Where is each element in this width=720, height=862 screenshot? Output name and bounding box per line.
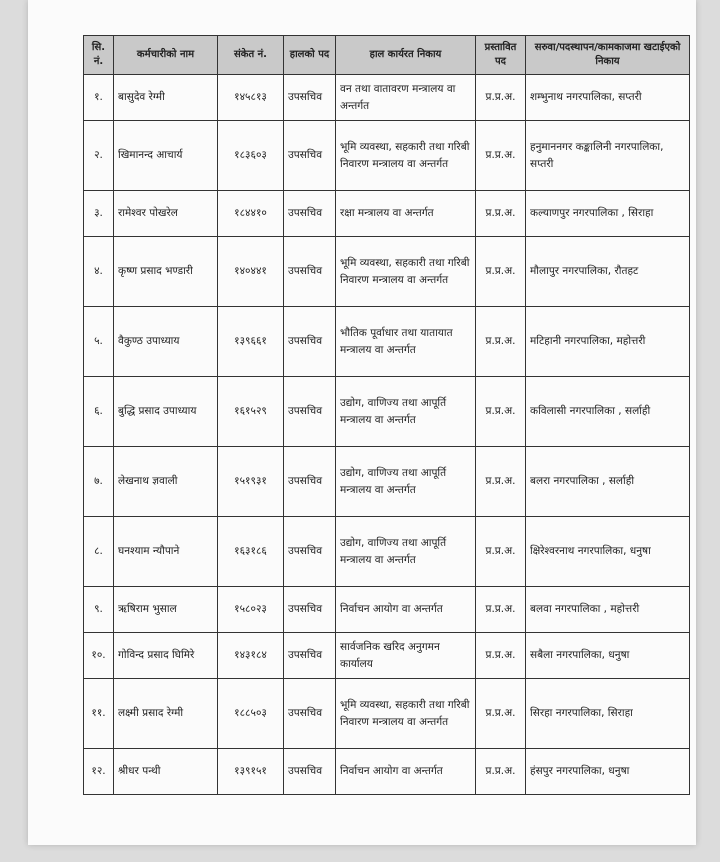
document-page	[28, 0, 696, 845]
table-row	[84, 447, 690, 517]
header-transfer: सरुवा/पदस्थापन/कामकाजमा खटाईएको निकाय	[526, 36, 690, 75]
cell-serial: ९.	[84, 587, 114, 633]
cell-office: वन तथा वातावरण मन्त्रालय वा अन्तर्गत	[336, 75, 476, 121]
cell-proposed: प्र.प्र.अ.	[476, 587, 526, 633]
cell-transfer: मौलापुर नगरपालिका, रौतहट	[526, 237, 690, 307]
cell-post: उपसचिव	[284, 749, 336, 795]
cell-post: उपसचिव	[284, 587, 336, 633]
table-row	[84, 517, 690, 587]
cell-office: उद्योग, वाणिज्य तथा आपूर्ति मन्त्रालय वा अन्तर्गत	[336, 447, 476, 517]
table-header-row	[84, 36, 690, 75]
cell-post: उपसचिव	[284, 75, 336, 121]
cell-transfer: सबैला नगरपालिका, धनुषा	[526, 633, 690, 679]
cell-serial: ११.	[84, 679, 114, 749]
cell-office: सार्वजनिक खरिद अनुगमन कार्यालय	[336, 633, 476, 679]
cell-post: उपसचिव	[284, 447, 336, 517]
cell-proposed: प्र.प्र.अ.	[476, 749, 526, 795]
cell-serial: १.	[84, 75, 114, 121]
cell-office: उद्योग, वाणिज्य तथा आपूर्ति मन्त्रालय वा अन्तर्गत	[336, 517, 476, 587]
table-row	[84, 237, 690, 307]
cell-office: उद्योग, वाणिज्य तथा आपूर्ति मन्त्रालय वा अन्तर्गत	[336, 377, 476, 447]
cell-proposed: प्र.प्र.अ.	[476, 447, 526, 517]
cell-code: १४०४४१	[218, 237, 284, 307]
cell-serial: १२.	[84, 749, 114, 795]
cell-transfer: हनुमाननगर कङ्कालिनी नगरपालिका, सप्तरी	[526, 121, 690, 191]
cell-post: उपसचिव	[284, 191, 336, 237]
cell-name: गोविन्द प्रसाद घिमिरे	[114, 633, 218, 679]
cell-transfer: मटिहानी नगरपालिका, महोत्तरी	[526, 307, 690, 377]
cell-transfer: सिरहा नगरपालिका, सिराहा	[526, 679, 690, 749]
cell-code: १५८०२३	[218, 587, 284, 633]
cell-code: १४३१८४	[218, 633, 284, 679]
cell-post: उपसचिव	[284, 679, 336, 749]
cell-code: १८८५०३	[218, 679, 284, 749]
cell-post: उपसचिव	[284, 307, 336, 377]
cell-post: उपसचिव	[284, 633, 336, 679]
cell-office: भूमि व्यवस्था, सहकारी तथा गरिबी निवारण मन्त्रालय वा अन्तर्गत	[336, 121, 476, 191]
cell-proposed: प्र.प्र.अ.	[476, 377, 526, 447]
cell-post: उपसचिव	[284, 121, 336, 191]
cell-transfer: हंसपुर नगरपालिका, धनुषा	[526, 749, 690, 795]
transfer-table	[83, 35, 690, 795]
cell-proposed: प्र.प्र.अ.	[476, 679, 526, 749]
table-row	[84, 191, 690, 237]
cell-name: लक्ष्मी प्रसाद रेग्मी	[114, 679, 218, 749]
cell-serial: ५.	[84, 307, 114, 377]
cell-office: भूमि व्यवस्था, सहकारी तथा गरिबी निवारण मन्त्रालय वा अन्तर्गत	[336, 679, 476, 749]
cell-post: उपसचिव	[284, 237, 336, 307]
table-row	[84, 679, 690, 749]
cell-serial: ३.	[84, 191, 114, 237]
header-post: हालको पद	[284, 36, 336, 75]
cell-office: निर्वाचन आयोग वा अन्तर्गत	[336, 749, 476, 795]
table-row	[84, 75, 690, 121]
cell-transfer: बलरा नगरपालिका , सर्लाही	[526, 447, 690, 517]
cell-code: १६१५२९	[218, 377, 284, 447]
cell-name: बुद्धि प्रसाद उपाध्याय	[114, 377, 218, 447]
cell-transfer: कल्याणपुर नगरपालिका , सिराहा	[526, 191, 690, 237]
cell-proposed: प्र.प्र.अ.	[476, 75, 526, 121]
table-row	[84, 587, 690, 633]
header-office: हाल कार्यरत निकाय	[336, 36, 476, 75]
cell-code: १३९१५१	[218, 749, 284, 795]
cell-proposed: प्र.प्र.अ.	[476, 633, 526, 679]
cell-serial: ७.	[84, 447, 114, 517]
cell-proposed: प्र.प्र.अ.	[476, 307, 526, 377]
cell-code: १८४४१०	[218, 191, 284, 237]
cell-transfer: शम्भुनाथ नगरपालिका, सप्तरी	[526, 75, 690, 121]
table-row	[84, 377, 690, 447]
cell-name: रामेश्वर पोखरेल	[114, 191, 218, 237]
cell-office: भौतिक पूर्वाधार तथा यातायात मन्त्रालय वा अन्तर्गत	[336, 307, 476, 377]
cell-post: उपसचिव	[284, 377, 336, 447]
cell-code: १४५८१३	[218, 75, 284, 121]
cell-office: निर्वाचन आयोग वा अन्तर्गत	[336, 587, 476, 633]
cell-serial: २.	[84, 121, 114, 191]
header-name: कर्मचारीको नाम	[114, 36, 218, 75]
cell-office: भूमि व्यवस्था, सहकारी तथा गरिबी निवारण मन्त्रालय वा अन्तर्गत	[336, 237, 476, 307]
cell-transfer: कविलासी नगरपालिका , सर्लाही	[526, 377, 690, 447]
cell-name: घनश्याम न्यौपाने	[114, 517, 218, 587]
cell-office: रक्षा मन्त्रालय वा अन्तर्गत	[336, 191, 476, 237]
header-code: संकेत नं.	[218, 36, 284, 75]
cell-proposed: प्र.प्र.अ.	[476, 517, 526, 587]
cell-name: कृष्ण प्रसाद भण्डारी	[114, 237, 218, 307]
cell-transfer: बलवा नगरपालिका , महोत्तरी	[526, 587, 690, 633]
cell-serial: ४.	[84, 237, 114, 307]
table-row	[84, 121, 690, 191]
cell-proposed: प्र.प्र.अ.	[476, 121, 526, 191]
cell-name: ऋषिराम भुसाल	[114, 587, 218, 633]
cell-proposed: प्र.प्र.अ.	[476, 191, 526, 237]
table-row	[84, 633, 690, 679]
cell-transfer: क्षिरेश्वरनाथ नगरपालिका, धनुषा	[526, 517, 690, 587]
table-row	[84, 749, 690, 795]
cell-name: श्रीधर पन्थी	[114, 749, 218, 795]
cell-name: खिमानन्द आचार्य	[114, 121, 218, 191]
cell-code: १५१९३१	[218, 447, 284, 517]
cell-name: वैकुण्ठ उपाध्याय	[114, 307, 218, 377]
cell-name: लेखनाथ ज्ञवाली	[114, 447, 218, 517]
cell-name: बासुदेव रेग्मी	[114, 75, 218, 121]
cell-serial: ६.	[84, 377, 114, 447]
cell-serial: ८.	[84, 517, 114, 587]
header-proposed: प्रस्तावित पद	[476, 36, 526, 75]
cell-proposed: प्र.प्र.अ.	[476, 237, 526, 307]
cell-serial: १०.	[84, 633, 114, 679]
table-row	[84, 307, 690, 377]
header-serial: सि. नं.	[84, 36, 114, 75]
cell-post: उपसचिव	[284, 517, 336, 587]
cell-code: १३९६६१	[218, 307, 284, 377]
cell-code: १८३६०३	[218, 121, 284, 191]
cell-code: १६३१८६	[218, 517, 284, 587]
